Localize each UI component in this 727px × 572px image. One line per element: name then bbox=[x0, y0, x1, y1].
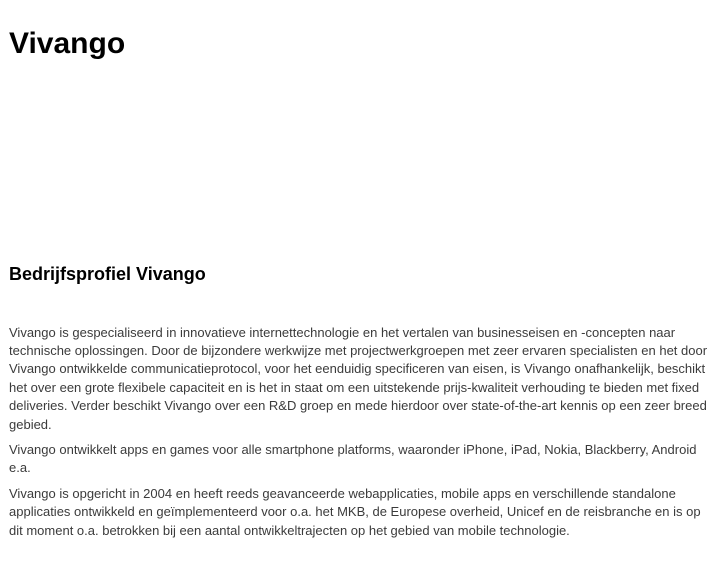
apps-paragraph: Vivango ontwikkelt apps en games voor alle smartphone platforms, waaronder iPhone, iPad, Nokia, Blackberry, Android e.a. bbox=[9, 442, 697, 476]
section-heading: Bedrijfsprofiel Vivango bbox=[9, 264, 206, 284]
blank-space bbox=[9, 60, 711, 264]
company-profile-page bbox=[0, 27, 727, 540]
profile-paragraph: Vivango is gespecialiseerd in innovatieve internettechnologie en het vertalen van businesseisen en -concepten naar technische oplossingen. Door de bijzondere werkwijze met projectwerkgroepen met zeer ervaren specialisten en het door Vivango ontwikkelde communicatieprotocol, voor het eenduidig specificeren van eisen, is Vivango onafhankelijk, beschikt het over een grote flexibele capaciteit en is het in staat om een uitstekende prijs-kwaliteit verhouding te bieden met fixed deliveries. Verder beschikt Vivango over een R&D groep en mede hierdoor over state-of-the-art kennis op een zeer breed gebied. bbox=[9, 324, 708, 432]
history-paragraph: Vivango is opgericht in 2004 en heeft reeds geavanceerde webapplicaties, mobile apps en verschillende standalone applicaties ontwikkeld en geïmplementeerd voor o.a. het MKB, de Europese overheid, Unicef en de reisbranche en is op dit moment o.a. betrokken bij een aantal ontwikkeltrajecten op het gebied van mobile technologie. bbox=[9, 485, 701, 538]
site-title: Vivango bbox=[9, 27, 126, 60]
